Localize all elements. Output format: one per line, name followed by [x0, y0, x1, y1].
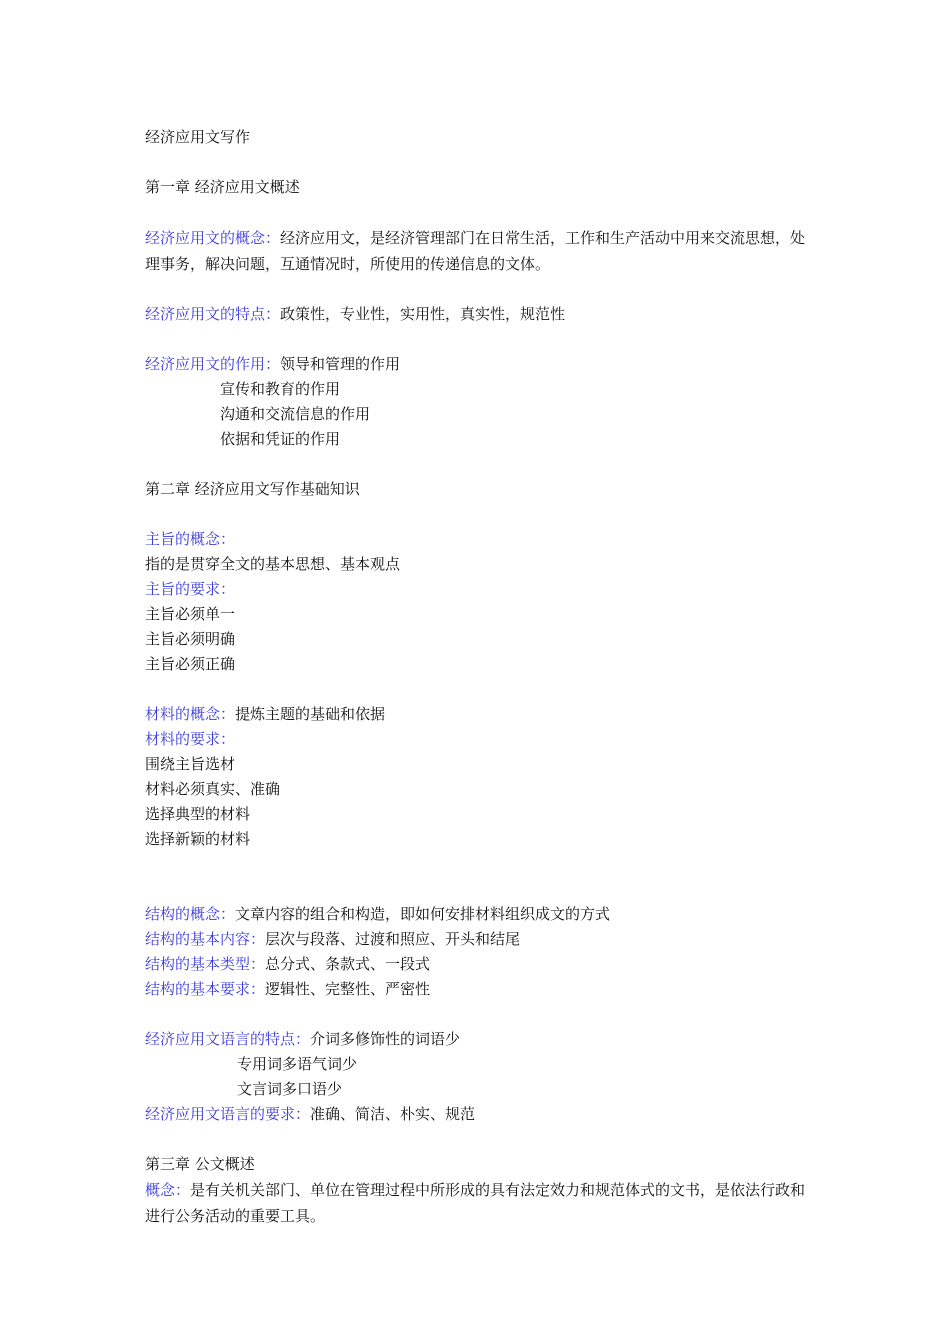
structure-label: 结构的基本内容： — [145, 930, 266, 948]
ch1-concept-text: 经济应用文，是经济管理部门在日常生活，工作和生产活动中用来交流思想，处理事务，解决问题，互通情况时，所使用的传递信息的文体。 — [145, 229, 806, 273]
structure-text: 层次与段落、过渡和照应、开头和结尾 — [265, 930, 521, 948]
structure-label: 结构的概念： — [145, 905, 236, 923]
lang-req-label: 经济应用文语言的要求： — [145, 1105, 311, 1123]
material-concept-text: 提炼主题的基础和依据 — [235, 705, 386, 723]
material-req-item: 围绕主旨选材 — [145, 755, 236, 773]
ch3-concept-text: 是有关机关部门、单位在管理过程中所形成的具有法定效力和规范体式的文书，是依法行政和进行公务活动的重要工具。 — [145, 1181, 806, 1225]
lang-feature-item: 介词多修饰性的词语少 — [310, 1030, 461, 1048]
ch1-role-item: 沟通和交流信息的作用 — [220, 405, 371, 423]
document-page — [145, 125, 815, 1229]
material-req-item: 材料必须真实、准确 — [145, 780, 281, 798]
structure-text: 总分式、条款式、一段式 — [265, 955, 431, 973]
ch1-features-text: 政策性，专业性，实用性，真实性，规范性 — [280, 305, 566, 323]
chapter-1-heading: 第一章 经济应用文概述 — [145, 178, 300, 196]
lang-req-paragraph — [145, 1102, 815, 1127]
lang-features-paragraph — [145, 1027, 815, 1052]
ch3-concept-paragraph — [145, 1177, 815, 1229]
structure-item — [145, 977, 815, 1002]
theme-concept-text: 指的是贯穿全文的基本思想、基本观点 — [145, 555, 401, 573]
structure-text: 文章内容的组合和构造，即如何安排材料组织成文的方式 — [235, 905, 611, 923]
ch1-concept-paragraph — [145, 225, 815, 277]
material-req-item: 选择新颖的材料 — [145, 830, 251, 848]
structure-item — [145, 952, 815, 977]
chapter-2-heading: 第二章 经济应用文写作基础知识 — [145, 480, 360, 498]
ch1-role-item: 宣传和教育的作用 — [220, 380, 341, 398]
lang-feature-item: 文言词多口语少 — [237, 1080, 343, 1098]
structure-label: 结构的基本要求： — [145, 980, 266, 998]
theme-req-item: 主旨必须明确 — [145, 630, 236, 648]
structure-item — [145, 927, 815, 952]
theme-req-label: 主旨的要求： — [145, 580, 236, 598]
lang-features-label: 经济应用文语言的特点： — [145, 1030, 311, 1048]
material-req-item: 选择典型的材料 — [145, 805, 251, 823]
chapter-3-heading: 第三章 公文概述 — [145, 1155, 255, 1173]
structure-text: 逻辑性、完整性、严密性 — [265, 980, 431, 998]
ch1-role-item: 领导和管理的作用 — [280, 355, 401, 373]
ch1-features-paragraph — [145, 302, 815, 327]
theme-concept-label: 主旨的概念： — [145, 530, 236, 548]
document-title: 经济应用文写作 — [145, 128, 251, 146]
theme-req-item: 主旨必须单一 — [145, 605, 236, 623]
ch1-role-item: 依据和凭证的作用 — [220, 430, 341, 448]
ch1-concept-label: 经济应用文的概念： — [145, 229, 281, 247]
material-concept-paragraph — [145, 702, 815, 727]
ch1-roles-paragraph — [145, 352, 815, 377]
structure-item — [145, 902, 815, 927]
ch3-concept-label: 概念： — [145, 1181, 191, 1199]
lang-feature-item: 专用词多语气词少 — [237, 1055, 358, 1073]
structure-label: 结构的基本类型： — [145, 955, 266, 973]
material-req-label: 材料的要求： — [145, 730, 236, 748]
lang-req-text: 准确、简洁、朴实、规范 — [310, 1105, 476, 1123]
ch1-features-label: 经济应用文的特点： — [145, 305, 281, 323]
theme-req-item: 主旨必须正确 — [145, 655, 236, 673]
ch1-roles-label: 经济应用文的作用： — [145, 355, 281, 373]
material-concept-label: 材料的概念： — [145, 705, 236, 723]
